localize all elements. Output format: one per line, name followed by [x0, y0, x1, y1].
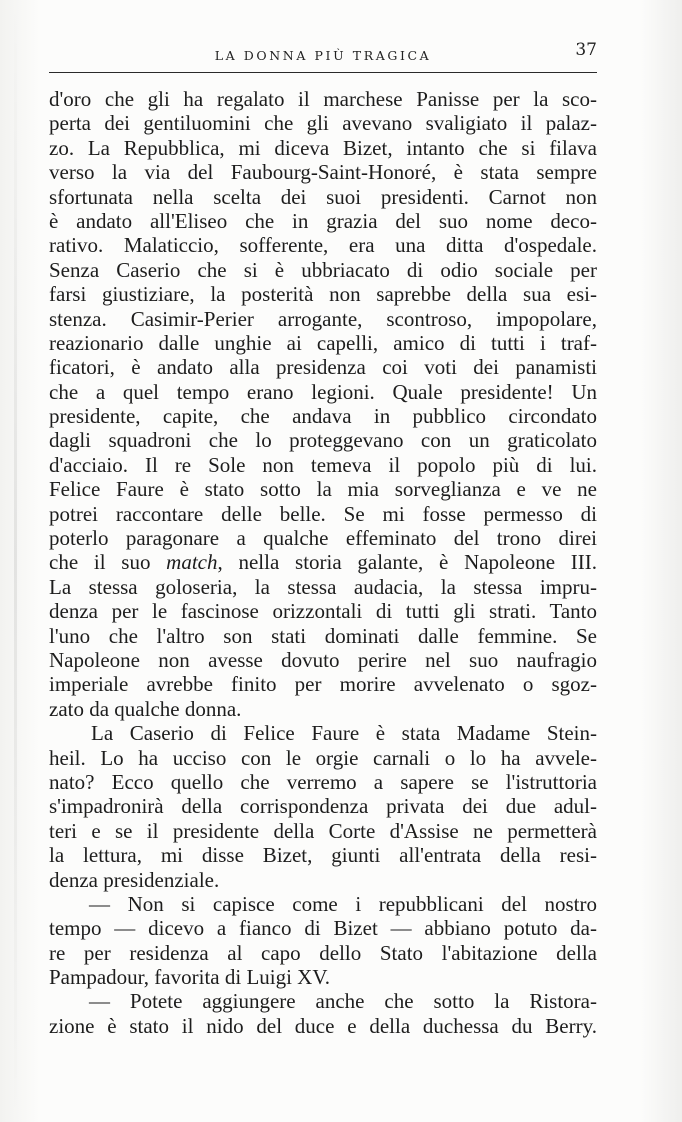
text-line: Senza Caserio che si è ubbriacato di odio sociale per [49, 257, 597, 282]
text-line: denza presidenziale. [49, 867, 220, 892]
text-line: dagli squadroni che lo proteggevano con un graticolato [49, 428, 597, 453]
text-line: che a quel tempo erano legioni. Quale presidente! Un [49, 379, 597, 404]
text-line: rativo. Malaticcio, sofferente, era una ditta d'ospedale. [49, 233, 597, 258]
text-line: Napoleone non avesse dovuto perire nel suo naufragio [49, 647, 597, 672]
text-line: potrei raccontare delle belle. Se mi fosse permesso di [49, 501, 597, 526]
text-line: zo. La Repubblica, mi diceva Bizet, intanto che si filava [49, 135, 597, 160]
text-line: d'oro che gli ha regalato il marchese Panisse per la sco- [49, 87, 597, 111]
text-line: farsi giustiziare, la posterità non saprebbe della sua esi- [49, 282, 597, 307]
text-line: Felice Faure è stato sotto la mia sorveglianza e ve ne [49, 477, 597, 502]
text-line: presidente, capite, che andava in pubblico circondato [49, 404, 597, 429]
header-rule [49, 72, 597, 73]
text-line: d'acciaio. Il re Sole non temeva il popolo più di lui. [49, 452, 597, 477]
text-line: tempo — dicevo a fianco di Bizet — abbiano potuto da- [49, 916, 597, 941]
text-line: poterlo paragonare a qualche effeminato del trono direi [49, 526, 597, 551]
running-title: LA DONNA PIÙ TRAGICA [214, 48, 432, 63]
italic-word: match [166, 550, 218, 575]
text-line: denza per le fascinose orizzontali di tutti gli strati. Tanto [49, 599, 597, 624]
text-line: ficatori, è andato alla presidenza coi voti dei panamisti [49, 355, 597, 380]
text-line: zato da qualche donna. [49, 696, 242, 721]
text-line: che il suo match, nella storia galante, è Napoleone III. [49, 550, 597, 575]
text-line: la lettura, mi disse Bizet, giunti all'entrata della resi- [49, 843, 597, 868]
page-number: 37 [575, 40, 597, 60]
text-line: zione è stato il nido del duce e della duchessa du Berry. [49, 1013, 597, 1038]
text-line: imperiale avrebbe finito per morire avvelenato o sgoz- [49, 672, 597, 697]
text-line: Pampadour, favorita di Luigi XV. [49, 965, 331, 990]
text-line: s'impadronirà della corrispondenza privata dei due adul- [49, 794, 597, 819]
text-line: perta dei gentiluomini che gli avevano svaligiato il palaz- [49, 111, 597, 136]
text-line: — Potete aggiungere anche che sotto la Ristora- [89, 989, 597, 1014]
text-line: reazionario dalle unghie ai capelli, amico di tutti i traf- [49, 330, 597, 355]
text-line: — Non si capisce come i repubblicani del nostro [89, 891, 597, 916]
text-line: teri e se il presidente della Corte d'Assise ne permetterà [49, 818, 597, 843]
text-line: La stessa goloseria, la stessa audacia, la stessa impru- [49, 574, 597, 599]
text-line: verso la via del Faubourg-Saint-Honoré, è stata sempre [49, 160, 597, 185]
text-line: stenza. Casimir-Perier arrogante, scontroso, impopolare, [49, 306, 597, 331]
text-line: nato? Ecco quello che verremo a sapere se l'istruttoria [49, 769, 597, 794]
text-line: sfortunata nella scelta dei suoi presidenti. Carnot non [49, 184, 597, 209]
running-head [49, 34, 597, 70]
text-line: re per residenza al capo dello Stato l'abitazione della [49, 940, 597, 965]
text-line: heil. Lo ha ucciso con le orgie carnali o lo ha avvele- [49, 745, 597, 770]
page-gutter-shadow [14, 0, 17, 1122]
text-line: l'uno che l'altro son stati dominati dalle femmine. Se [49, 623, 597, 648]
body-text [49, 87, 597, 1038]
text-line: è andato all'Eliseo che in grazia del suo nome deco- [49, 208, 597, 233]
text-line: La Caserio di Felice Faure è stata Madame Stein- [91, 721, 597, 746]
